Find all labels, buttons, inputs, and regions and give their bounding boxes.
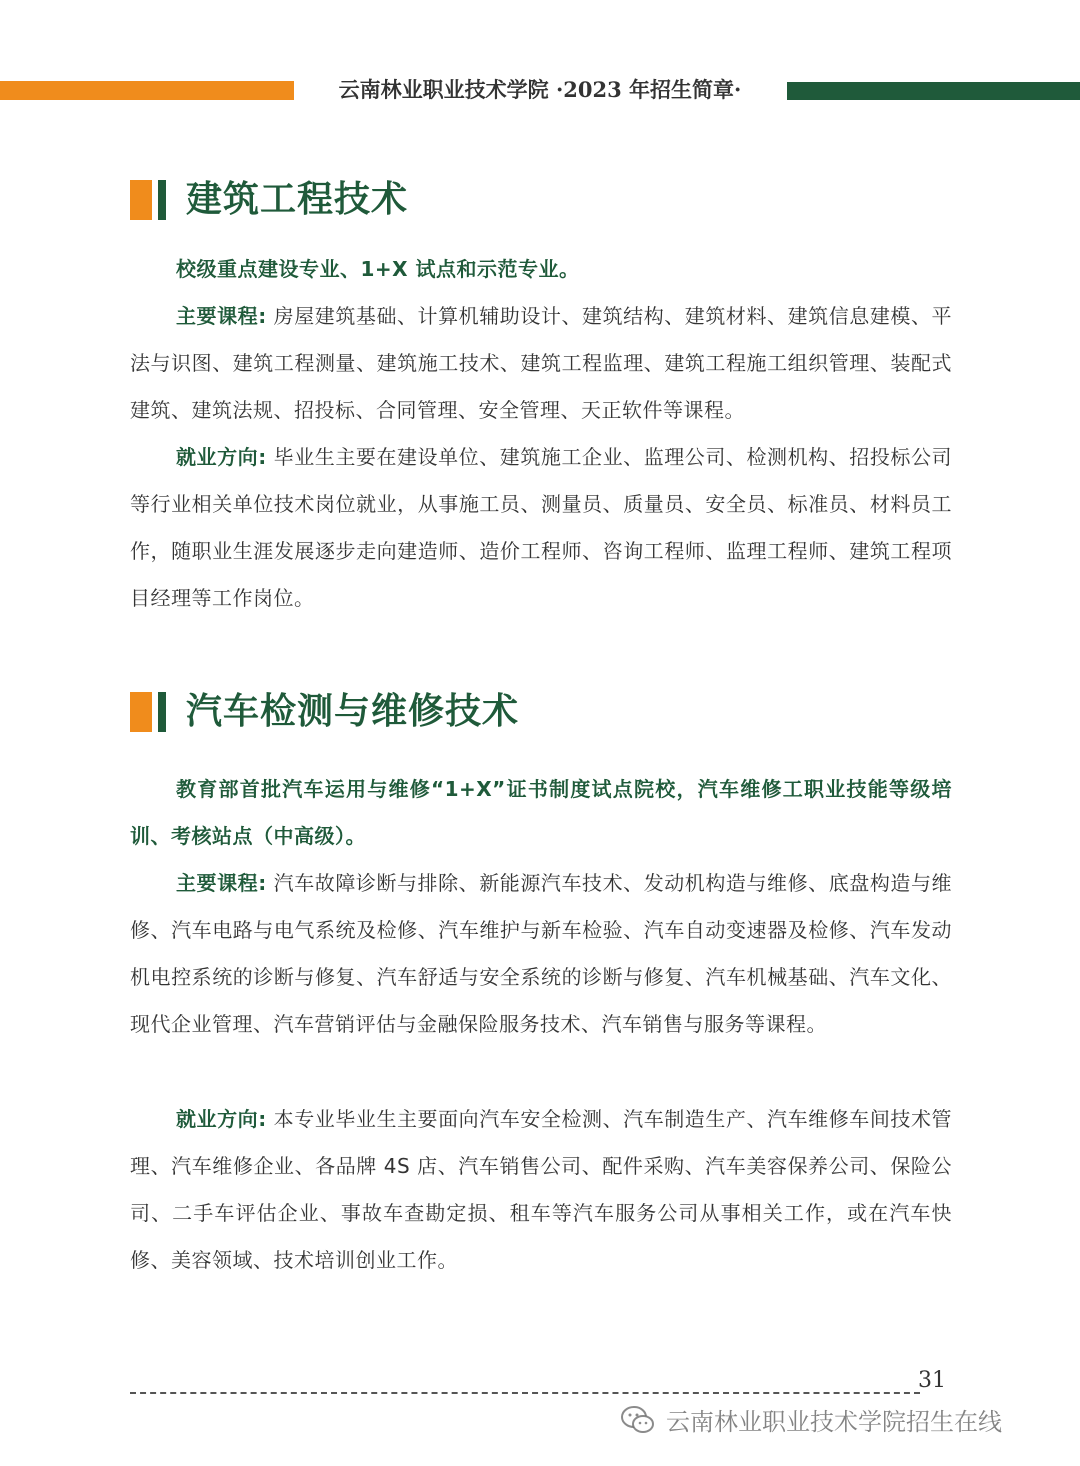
jobs-text: 本专业毕业生主要面向汽车安全检测、汽车制造生产、汽车维修车间技术管理、汽车维修企业、各品牌 4S 店、汽车销售公司、配件采购、汽车美容保养公司、保险公司、二手车评估企业、事故车查勘定损、租车等汽车服务公司从事相关工作，或在汽车快修、美容领域、技术培训创业工作。 bbox=[130, 1107, 953, 1272]
page-number: 31 bbox=[918, 1368, 946, 1393]
jobs-paragraph bbox=[130, 434, 952, 622]
jobs-text: 毕业生主要在建设单位、建筑施工企业、监理公司、检测机构、招投标公司等行业相关单位技术岗位就业，从事施工员、测量员、质量员、安全员、标准员、材料员工作，随职业生涯发展逐步走向建造师、造价工程师、咨询工程师、监理工程师、建筑工程项目经理等工作岗位。 bbox=[130, 445, 953, 610]
heading-marker-green bbox=[158, 692, 166, 732]
header-accent-bar-orange bbox=[0, 81, 294, 100]
watermark-text: 云南林业职业技术学院招生在线 bbox=[666, 1408, 1002, 1436]
heading-marker-green bbox=[158, 180, 166, 220]
section-title: 汽车检测与维修技术 bbox=[186, 691, 520, 732]
courses-paragraph bbox=[130, 293, 952, 434]
wechat-icon bbox=[620, 1405, 656, 1435]
section-intro: 校级重点建设专业、1+X 试点和示范专业。 bbox=[176, 257, 580, 281]
section-intro: 教育部首批汽车运用与维修“1+X”证书制度试点院校，汽车维修工职业技能等级培训、考核站点（中高级）。 bbox=[130, 777, 952, 848]
wechat-watermark bbox=[620, 1402, 1002, 1437]
courses-paragraph bbox=[130, 860, 952, 1048]
jobs-paragraph bbox=[130, 1096, 952, 1284]
courses-text: 房屋建筑基础、计算机辅助设计、建筑结构、建筑材料、建筑信息建模、平法与识图、建筑工程测量、建筑施工技术、建筑工程监理、建筑工程施工组织管理、装配式建筑、建筑法规、招投标、合同管理、安全管理、天正软件等课程。 bbox=[130, 304, 953, 422]
section-title: 建筑工程技术 bbox=[186, 179, 409, 220]
jobs-label: 就业方向: bbox=[176, 445, 267, 469]
courses-label: 主要课程: bbox=[176, 871, 267, 895]
footer-dashed-divider bbox=[130, 1392, 920, 1394]
header-accent-bar-green bbox=[787, 82, 1080, 100]
heading-marker-orange bbox=[130, 180, 152, 220]
heading-marker-orange bbox=[130, 692, 152, 732]
page-header-title: 云南林业职业技术学院 ·2023 年招生简章· bbox=[338, 77, 742, 102]
courses-label: 主要课程: bbox=[176, 304, 267, 328]
courses-text: 汽车故障诊断与排除、新能源汽车技术、发动机构造与维修、底盘构造与维修、汽车电路与电气系统及检修、汽车维护与新车检验、汽车自动变速器及检修、汽车发动机电控系统的诊断与修复、汽车舒适与安全系统的诊断与修复、汽车机械基础、汽车文化、现代企业管理、汽车营销评估与金融保险服务技术、汽车销售与服务等课程。 bbox=[130, 871, 953, 1036]
jobs-label: 就业方向: bbox=[176, 1107, 267, 1131]
